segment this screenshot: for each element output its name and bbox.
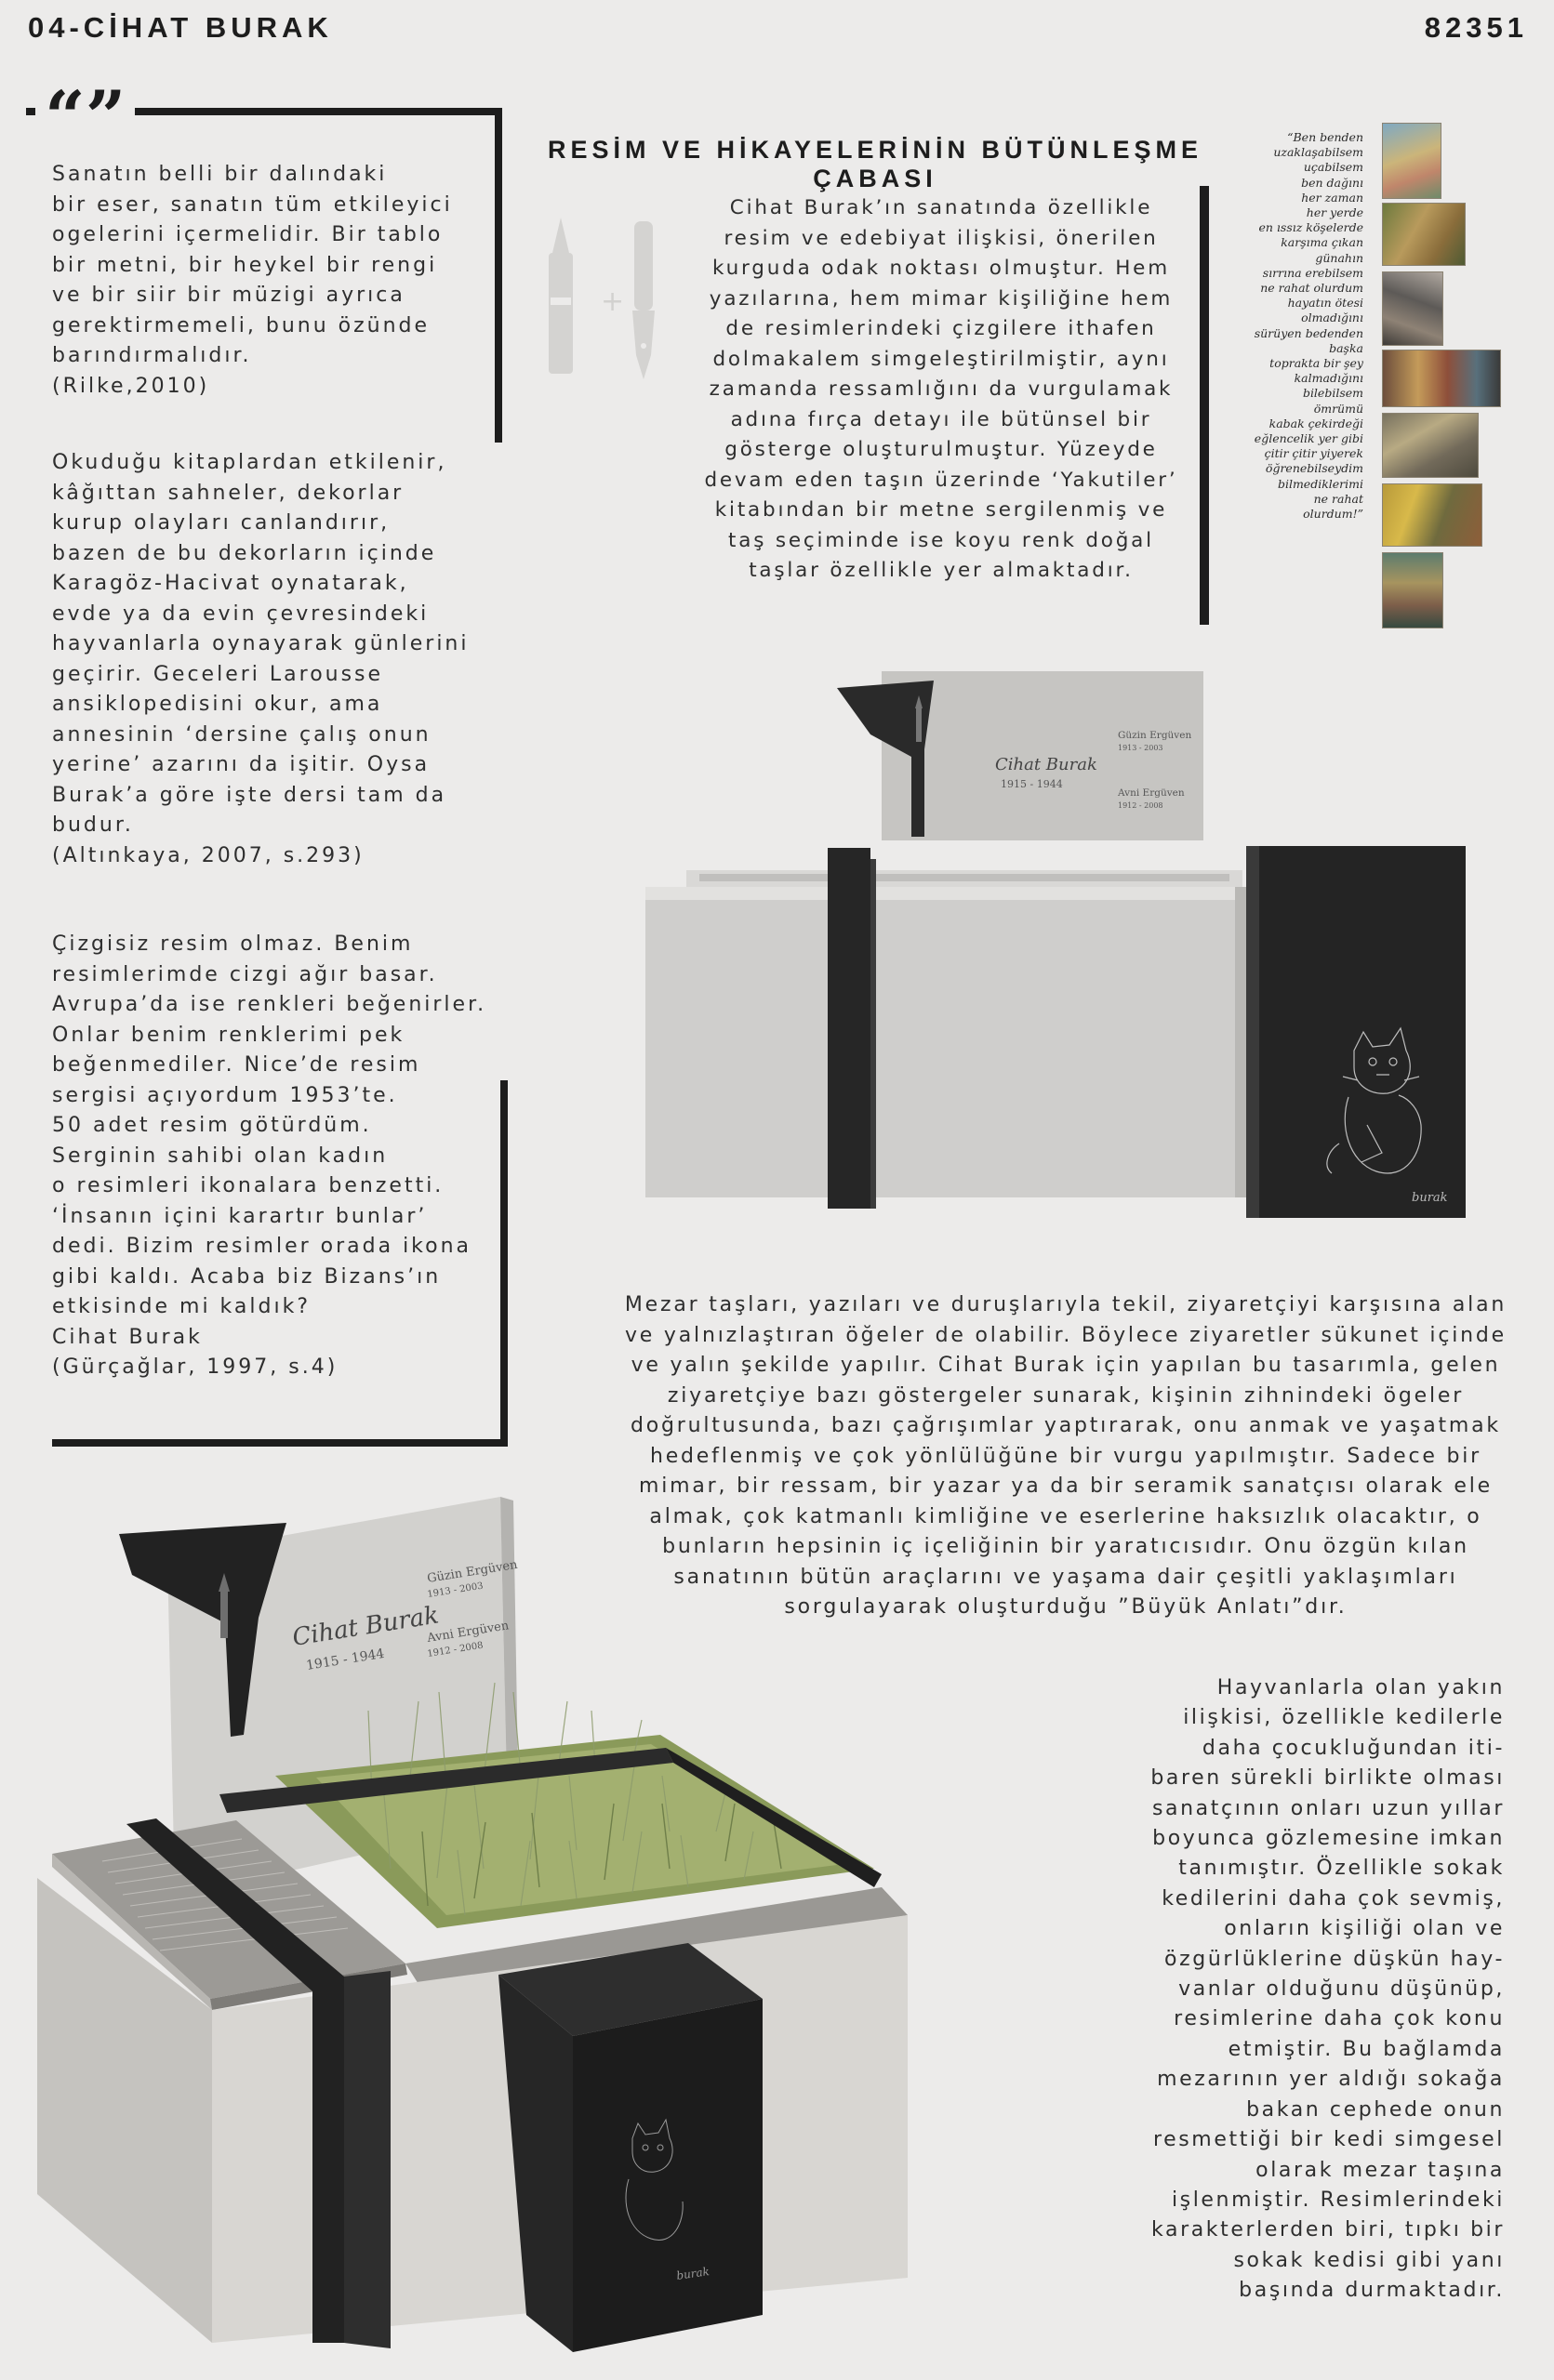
signature: burak	[1412, 1191, 1448, 1205]
engraved-person-2-years: 1913 - 2003	[426, 1580, 485, 1600]
painting-thumbnail-6	[1382, 483, 1482, 547]
engraved-name: Cihat Burak	[290, 1601, 441, 1652]
painting-thumbnail-3	[1382, 271, 1443, 346]
engraved-person-2: Güzin Ergüven	[426, 1557, 519, 1586]
cats-description: Hayvanlarla olan yakın ilişkisi, özellikle kedilerle daha çocukluğundan iti- baren sürekli birlikte olması sanatçının onları uzun yıllar boyunca gözlemesine imkan tanımıştır. Özellikle sokak kedilerini daha çok sevmiş, onların kişiliği olan ve özgürlüklerine düşkün hay- vanlar olduğunu düşünüp, resimlerine daha çok konu etmiştir. Bu bağlamda mezarının yer aldığı sokağa bakan cephede onun resmettiği bir kedi simgesel olarak mezar taşına işlenmiştir. Resimlerindeki karakterlerden biri, tıpkı bir sokak kedisi gibi yanı başında durmaktadır.	[1150, 1676, 1505, 2303]
engraved-person-3: Avni Ergüven	[426, 1619, 511, 1646]
tomb-body	[645, 896, 1245, 1197]
painting-thumbnail-2	[1382, 203, 1466, 266]
section-title: RESİM VE HİKAYELERİNİN BÜTÜNLEŞME ÇABASI	[547, 136, 1203, 192]
biography-paragraph: Okuduğu kitaplardan etkilenir, kâğıttan sahneler, dekorlar kurup olayları canlandırır, bazen de bu dekorların içinde Karagöz-Hacivat oynatarak, evde ya da evin çevresindeki hayvanlarla oynayarak günlerini geçirir. Geceleri Larousse ansiklopedisini okur, ama annesinin ‘dersine çalış onun yerine’ azarını da işitir. Oysa Burak’a göre işte dersi tam da budur. (Altınkaya, 2007, s.293)	[52, 451, 470, 867]
engraved-years: 1915 - 1944	[1001, 778, 1063, 790]
brush-plus-fountain-pen-icon	[539, 216, 670, 383]
engraved-person-2: Güzin Ergüven	[1118, 730, 1192, 741]
painting-thumbnail-4	[1382, 350, 1501, 407]
quote-icon: “”	[35, 87, 135, 147]
engraved-person-3: Avni Ergüven	[1118, 787, 1185, 799]
black-strap	[828, 848, 870, 1209]
quote-frame-bottom-line	[52, 1439, 508, 1447]
brush-emblem	[916, 708, 922, 742]
brush-emblem	[220, 1590, 228, 1638]
vertical-accent-bar	[1200, 186, 1209, 625]
plus-sign: +	[601, 285, 625, 318]
rilke-quote: Sanatın belli bir dalındaki bir eser, sanatın tüm etkileyici ogelerini içermelidir. Bir tablo bir metni, bir heykel bir rengi ve bir siir bir müzigi ayrıca gerektirmemeli, bunu özünde barındırmalıdır. (Rilke,2010)	[52, 163, 453, 398]
engraved-name: Cihat Burak	[995, 755, 1097, 774]
page-title: 04-CİHAT BURAK	[28, 11, 333, 44]
cihat-burak-quote: Çizgisiz resim olmaz. Benim resimlerimde cizgi ağır basar. Avrupa’da ise renkleri beğenirler. Onlar benim renklerimi pek beğenmediler. Nice’de resim sergisi açıyordum 1953’te. 50 adet resim götürdüm. Serginin sahibi olan kadın o resimleri ikonalara benzetti. ‘İnsanın içini karartır bunlar’ dedi. Bizim resimler orada ikona gibi kaldı. Acaba biz Bizans’ın etkisinde mi kaldık? Cihat Burak (Gürçağlar, 1997, s.4)	[52, 932, 487, 1379]
section-description: Cihat Burak’ın sanatında özellikle resim ve edebiyat ilişkisi, önerilen kurguda odak noktası olmuştur. Hem yazılarına, hem mimar kişiliğine hem de resimlerindeki çizgilere ithafen dolmakalem simgeleştirilmiştir, aynı zamanda ressamlığını da vurgulamak adına fırça detayı ile bütünsel bir gösterge oluşturulmuştur. Yüzeyde devam eden taşın üzerinde ‘Yakutiler’ kitabından bir metne sergilenmiş ve taş seçiminde ise koyu renk doğal taşlar özellikle yer almaktadır.	[704, 196, 1178, 582]
tomb-perspective-render	[37, 1478, 1079, 2361]
engraved-person-2-years: 1913 - 2003	[1118, 744, 1163, 752]
poem-handwritten: “Ben benden uzaklaşabilsem uçabilsem ben dağını her zaman her yerde en ıssız köşelerde karşıma çıkan günahın sırrına erebilsem ne rahat olurdum hayatın ötesi olmadığını sürüyen bedenden başka toprakta bir şey kalmadığını bilebilsem ömrümü kabak çekirdeği eğlencelik yer gibi çitir çitir yiyerek öğrenebilseydim bilmediklerimi ne rahat olurdum!”	[1254, 130, 1363, 522]
design-description: Mezar taşları, yazıları ve duruşlarıyla tekil, ziyaretçiyi karşısına alan ve yalnızlaştıran öğeler de olabilir. Böylece ziyaretler sükunet içinde ve yalın şekilde yapılır. Cihat Burak için yapılan bu tasarımla, gelen ziyaretçiye bazı göstergeler sunarak, kişinin zihnindeki ögeler doğrultusunda, bazı çağrışımlar yaptırarak, onu anmak ve yaşatmak hedeflenmiş ve çok yönlülüğüne bir vurgu yapılmıştır. Sadece bir mimar, bir ressam, bir yazar ya da bir seramik sanatçısı olarak ele almak, çok katmanlı kimliğine ve eserlerine haksızlık olacaktır, o bunların hepsinin iç içeliğinin bir yaratıcısıdır. Onu özgün kılan sanatının bütün araçlarını ve yaşama dair çeşitli yaklaşımları sorgulayarak oluşturduğu ”Büyük Anlatı”dır.	[624, 1293, 1508, 1619]
brush-pen-icons	[539, 216, 670, 383]
engraved-person-3-years: 1912 - 2008	[1118, 801, 1163, 810]
engraved-person-3-years: 1912 - 2008	[426, 1640, 485, 1659]
tomb-front-render	[632, 660, 1469, 1218]
student-number: 82351	[1424, 11, 1528, 44]
painting-thumbnail-7	[1382, 552, 1443, 628]
painting-thumbnail-1	[1382, 123, 1441, 199]
quote-frame-right-line-2	[500, 1080, 508, 1446]
painting-thumbnail-5	[1382, 413, 1479, 478]
signature: burak	[675, 2265, 711, 2282]
engraved-years: 1915 - 1944	[305, 1646, 386, 1673]
